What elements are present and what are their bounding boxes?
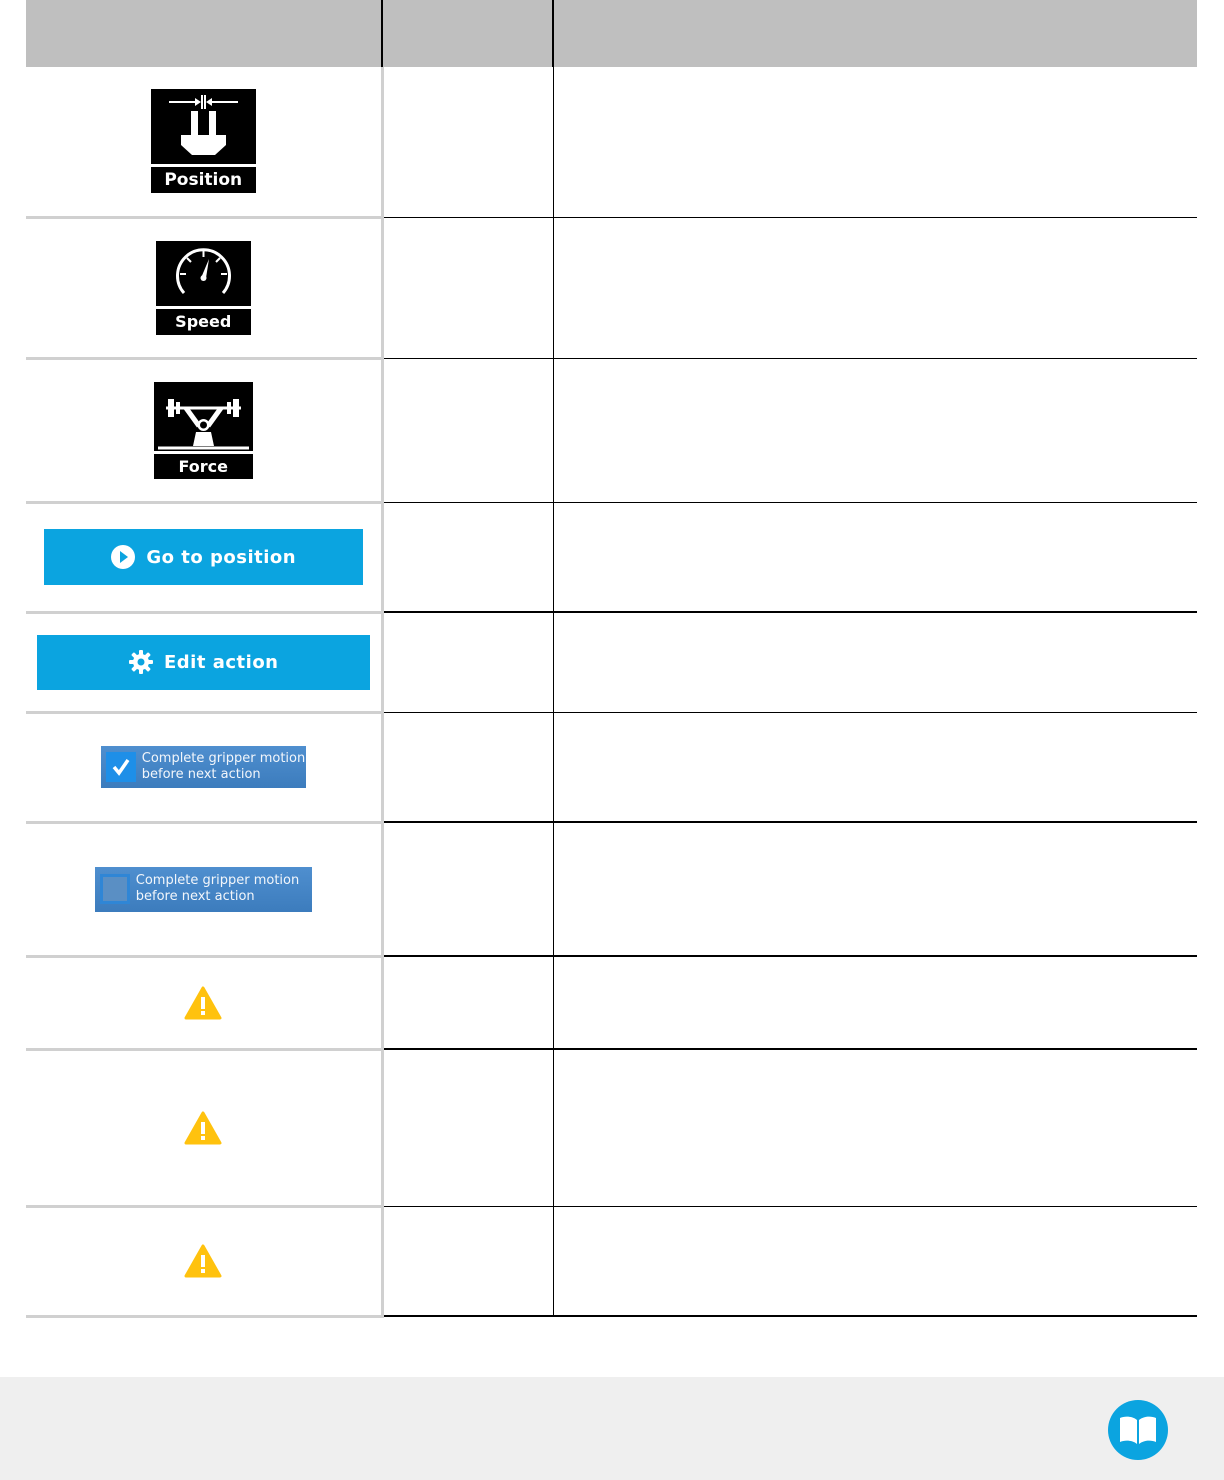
icon-cell xyxy=(26,1049,382,1206)
checkbox-box[interactable] xyxy=(106,752,136,782)
manual-book-button[interactable] xyxy=(1108,1400,1168,1460)
checkmark-icon xyxy=(106,752,136,782)
table-row xyxy=(26,712,1197,822)
description-cell xyxy=(553,217,1197,358)
name-cell xyxy=(382,217,553,358)
description-cell xyxy=(553,956,1197,1049)
warning-icon xyxy=(184,1111,222,1145)
table-row xyxy=(26,822,1197,956)
page-footer xyxy=(0,1377,1224,1480)
name-cell xyxy=(382,956,553,1049)
force-label: Force xyxy=(154,451,253,479)
go-to-position-button[interactable] xyxy=(44,529,363,585)
table-row xyxy=(26,956,1197,1049)
description-cell xyxy=(553,358,1197,502)
checkbox-line-1: Complete gripper motion xyxy=(135,873,300,888)
speed-tile xyxy=(156,241,251,335)
checkbox-text xyxy=(136,873,300,905)
warning-icon xyxy=(184,986,222,1020)
name-cell xyxy=(382,712,553,822)
description-cell xyxy=(553,612,1197,712)
checkbox-line-2: before next action xyxy=(135,889,255,904)
checkbox-box[interactable] xyxy=(100,874,130,904)
edit-action-button[interactable] xyxy=(37,635,370,690)
table-header xyxy=(26,0,1197,67)
speed-label: Speed xyxy=(156,306,251,335)
complete-motion-checkbox-checked[interactable] xyxy=(101,746,306,788)
icon-cell xyxy=(26,358,382,502)
icon-reference-table xyxy=(26,0,1197,1318)
complete-motion-checkbox-unchecked[interactable] xyxy=(95,867,312,912)
gripper-position-icon xyxy=(151,89,256,164)
table-row xyxy=(26,502,1197,612)
table-row xyxy=(26,358,1197,502)
weightlifter-icon xyxy=(154,382,253,452)
icon-cell xyxy=(26,612,382,712)
header-cell-name xyxy=(382,0,553,67)
edit-action-label: Edit action xyxy=(164,651,279,673)
checkbox-line-2: before next action xyxy=(141,767,261,782)
name-cell xyxy=(382,358,553,502)
warning-icon xyxy=(184,1244,222,1278)
name-cell xyxy=(382,502,553,612)
checkbox-line-1: Complete gripper motion xyxy=(141,751,306,766)
icon-cell xyxy=(26,956,382,1049)
icon-cell xyxy=(26,217,382,358)
icon-cell xyxy=(26,502,382,612)
description-cell xyxy=(553,502,1197,612)
gear-icon xyxy=(128,649,154,675)
header-cell-description xyxy=(553,0,1197,67)
force-tile xyxy=(154,382,253,479)
table-row xyxy=(26,67,1197,217)
position-tile xyxy=(151,89,256,193)
icon-cell xyxy=(26,1206,382,1316)
table-row xyxy=(26,217,1197,358)
header-cell-icon xyxy=(26,0,382,67)
speedometer-icon xyxy=(156,241,251,306)
description-cell xyxy=(553,1049,1197,1206)
name-cell xyxy=(382,1206,553,1316)
name-cell xyxy=(382,67,553,217)
manual-book-icon xyxy=(1118,1414,1158,1446)
description-cell xyxy=(553,822,1197,956)
go-to-position-label: Go to position xyxy=(146,546,297,568)
name-cell xyxy=(382,1049,553,1206)
name-cell xyxy=(382,822,553,956)
description-cell xyxy=(553,67,1197,217)
icon-cell xyxy=(26,822,382,956)
checkbox-text xyxy=(142,751,306,783)
icon-cell xyxy=(26,712,382,822)
table-row xyxy=(26,1206,1197,1316)
description-cell xyxy=(553,712,1197,822)
table-row xyxy=(26,612,1197,712)
icon-cell xyxy=(26,67,382,217)
position-label: Position xyxy=(151,164,256,193)
play-circle-icon xyxy=(110,544,136,570)
name-cell xyxy=(382,612,553,712)
description-cell xyxy=(553,1206,1197,1316)
table-row xyxy=(26,1049,1197,1206)
